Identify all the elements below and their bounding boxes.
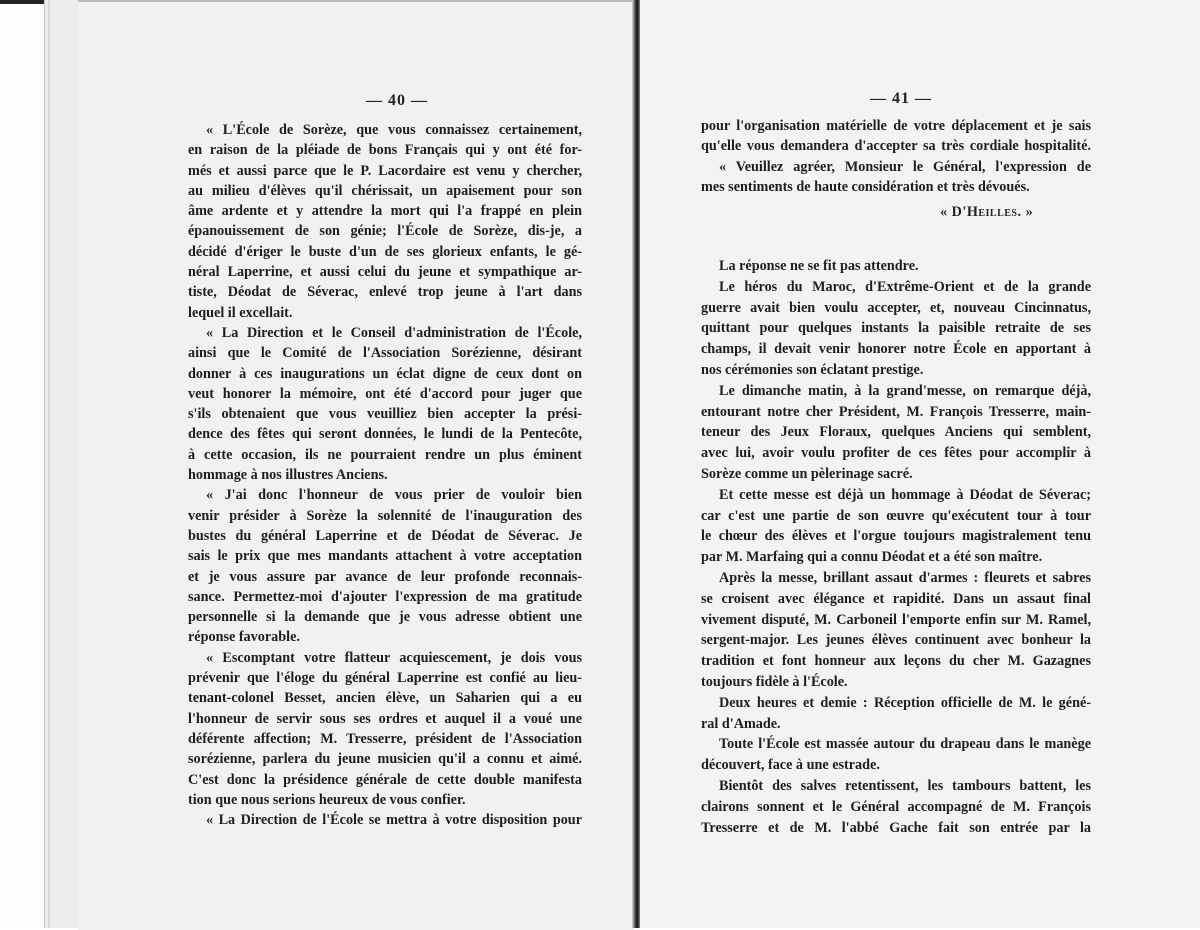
- text-line: bustes du général Laperrine et de Déodat de Séverac. Je: [188, 527, 582, 544]
- text-line: Et cette messe est déjà un hommage à Déodat de Séverac;: [719, 486, 1091, 503]
- text-line: en raison de la pléiade de bons Français qui y ont été for-: [188, 142, 582, 159]
- right-page-text-bottom: [701, 256, 1091, 838]
- text-line: donner à ces inaugurations un éclat digne de ceux dont on: [188, 365, 582, 382]
- text-line: Tresserre et de M. l'abbé Gache fait son entrée par la: [701, 819, 1091, 836]
- text-line: déférente affection; M. Tresserre, président de l'Association: [188, 730, 582, 747]
- text-line: veut honorer la mémoire, ont été d'accord pour juger que: [188, 385, 582, 402]
- text-line: qu'elle vous demandera d'accepter sa très cordiale hospitalité.: [701, 138, 1091, 155]
- text-line: par M. Marfaing qui a connu Déodat et a été son maître.: [701, 549, 1043, 566]
- text-line: à cette occasion, ils ne pourraient rendre un plus éminent: [188, 446, 582, 463]
- text-line: « Escomptant votre flatteur acquiescement, je dois vous: [206, 649, 582, 666]
- text-line: Toute l'École est massée autour du drapeau dans le manège: [719, 736, 1091, 753]
- text-line: car c'est une partie de son œuvre qu'exécutent tour à tour: [701, 507, 1091, 524]
- text-line: tion que nous serions heureux de vous confier.: [188, 791, 466, 808]
- text-line: et je vous assure par avance de leur profonde reconnais-: [188, 568, 582, 585]
- text-line: sergent-major. Les jeunes élèves continuent avec bonheur la: [701, 632, 1091, 649]
- text-line: sance. Permettez-moi d'ajouter l'expression de ma gratitude: [188, 588, 582, 605]
- text-line: s'ils obtenaient que vous veuilliez bien accepter la prési-: [188, 406, 582, 423]
- text-line: ainsi que le Comité de l'Association Sorézienne, désirant: [188, 345, 582, 362]
- text-line: « La Direction de l'École se mettra à votre disposition pour: [206, 812, 582, 829]
- text-line: découvert, face à une estrade.: [701, 757, 880, 774]
- text-line: teneur des Jeux Floraux, quelques Anciens qui semblent,: [701, 424, 1091, 441]
- right-page: [640, 0, 1200, 928]
- text-line: guerre avait bien voulu accepter, et, nouveau Cincinnatus,: [701, 299, 1091, 316]
- text-line: « Veuillez agréer, Monsieur le Général, l'expression de: [719, 158, 1091, 175]
- text-line: tiste, Déodat de Séverac, enlevé trop jeune à l'art dans: [188, 284, 582, 301]
- text-line: tenant-colonel Besset, ancien élève, un Saharien qui a eu: [188, 690, 582, 707]
- text-line: se croisent avec élégance et rapidité. Dans un assaut final: [701, 590, 1091, 607]
- text-line: La réponse ne se fit pas attendre.: [719, 258, 919, 274]
- text-line: l'honneur de servir sous ses ordres et auquel il a voué une: [188, 710, 582, 727]
- text-line: quittant pour quelques instants la paisible retraite de ses: [701, 320, 1091, 337]
- scan-top-edge: [0, 0, 46, 4]
- text-line: épanouissement de son génie; l'École de Sorèze, dis-je, a: [188, 223, 582, 240]
- text-line: venir présider à Sorèze la solennité de l'inauguration des: [188, 507, 582, 524]
- page-number-left: — 40 —: [366, 92, 428, 109]
- text-line: toujours fidèle à l'École.: [701, 673, 848, 690]
- text-line: tradition et font honneur aux leçons du cher M. Gazagnes: [701, 653, 1091, 670]
- text-line: réponse favorable.: [188, 629, 300, 646]
- left-page: [78, 0, 634, 930]
- text-line: nos cérémonies son éclatant prestige.: [701, 361, 924, 378]
- text-line: Le dimanche matin, à la grand'messe, on remarque déjà,: [719, 382, 1091, 399]
- text-line: le chœur des élèves et l'orgue toujours magistralement tenu: [701, 528, 1091, 545]
- text-line: personnelle si la demande que je vous adresse obtient une: [188, 609, 582, 626]
- text-line: sais le prix que mes mandants attachent à votre acceptation: [188, 548, 582, 565]
- letter-signature: « D'Heilles. »: [940, 204, 1034, 220]
- page-number-right: — 41 —: [870, 90, 932, 107]
- text-line: « La Direction et le Conseil d'administration de l'École,: [206, 324, 582, 341]
- text-line: C'est donc la présidence générale de cette double manifesta: [188, 771, 582, 788]
- text-line: ral d'Amade.: [701, 715, 781, 732]
- text-line: clairons sonnent et le Général accompagné de M. François: [701, 798, 1091, 815]
- text-line: « L'École de Sorèze, que vous connaissez certainement,: [206, 122, 582, 138]
- text-line: prévenir que l'éloge du général Laperrine est confié au lieu-: [188, 670, 582, 687]
- text-line: au milieu d'élèves qu'il chérissait, un apaisement pour son: [188, 182, 582, 199]
- text-line: entourant notre cher Président, M. François Tresserre, main-: [701, 403, 1091, 420]
- text-line: mes sentiments de haute considération et très dévoués.: [701, 178, 1030, 195]
- text-line: âme ardente et y attendre la mort qui l'a frappé en plein: [188, 203, 582, 220]
- text-line: Bientôt des salves retentissent, les tambours battent, les: [719, 777, 1091, 794]
- text-line: sorézienne, parlera du jeune musicien qu'il a connu et aimé.: [188, 751, 582, 768]
- text-line: Le héros du Maroc, d'Extrême-Orient et de la grande: [719, 278, 1091, 295]
- text-line: « J'ai donc l'honneur de vous prier de vouloir bien: [206, 487, 582, 504]
- text-line: hommage à nos illustres Anciens.: [188, 467, 388, 484]
- text-line: décidé d'ériger le buste d'un de ses glorieux enfants, le gé-: [188, 243, 582, 260]
- text-line: Après la messe, brillant assaut d'armes : fleurets et sabres: [719, 569, 1091, 586]
- text-line: més et aussi parce que le P. Lacordaire est venu y chercher,: [188, 162, 582, 179]
- text-line: pour l'organisation matérielle de votre déplacement et je sais: [701, 118, 1091, 134]
- text-line: dence des fêtes qui seront données, le lundi de la Pentecôte,: [188, 426, 582, 443]
- text-line: Sorèze comme un pèlerinage sacré.: [701, 465, 913, 482]
- text-line: Deux heures et demie : Réception officielle de M. le géné-: [719, 694, 1091, 711]
- text-line: néral Laperrine, et aussi celui du jeune et sympathique ar-: [188, 264, 582, 281]
- book-page-edge-line: [48, 0, 50, 928]
- text-line: lequel il excellait.: [188, 304, 293, 321]
- text-line: avec lui, avoir voulu profiter de ces fêtes pour accomplir à: [701, 445, 1091, 462]
- scan-background: [0, 0, 46, 928]
- left-page-text: [188, 120, 582, 830]
- text-line: champs, il devait venir honorer notre École en apportant à: [701, 341, 1091, 358]
- right-page-text-top: [701, 116, 1091, 197]
- text-line: vivement disputé, M. Carboneil l'emporte enfin sur M. Ramel,: [701, 611, 1091, 628]
